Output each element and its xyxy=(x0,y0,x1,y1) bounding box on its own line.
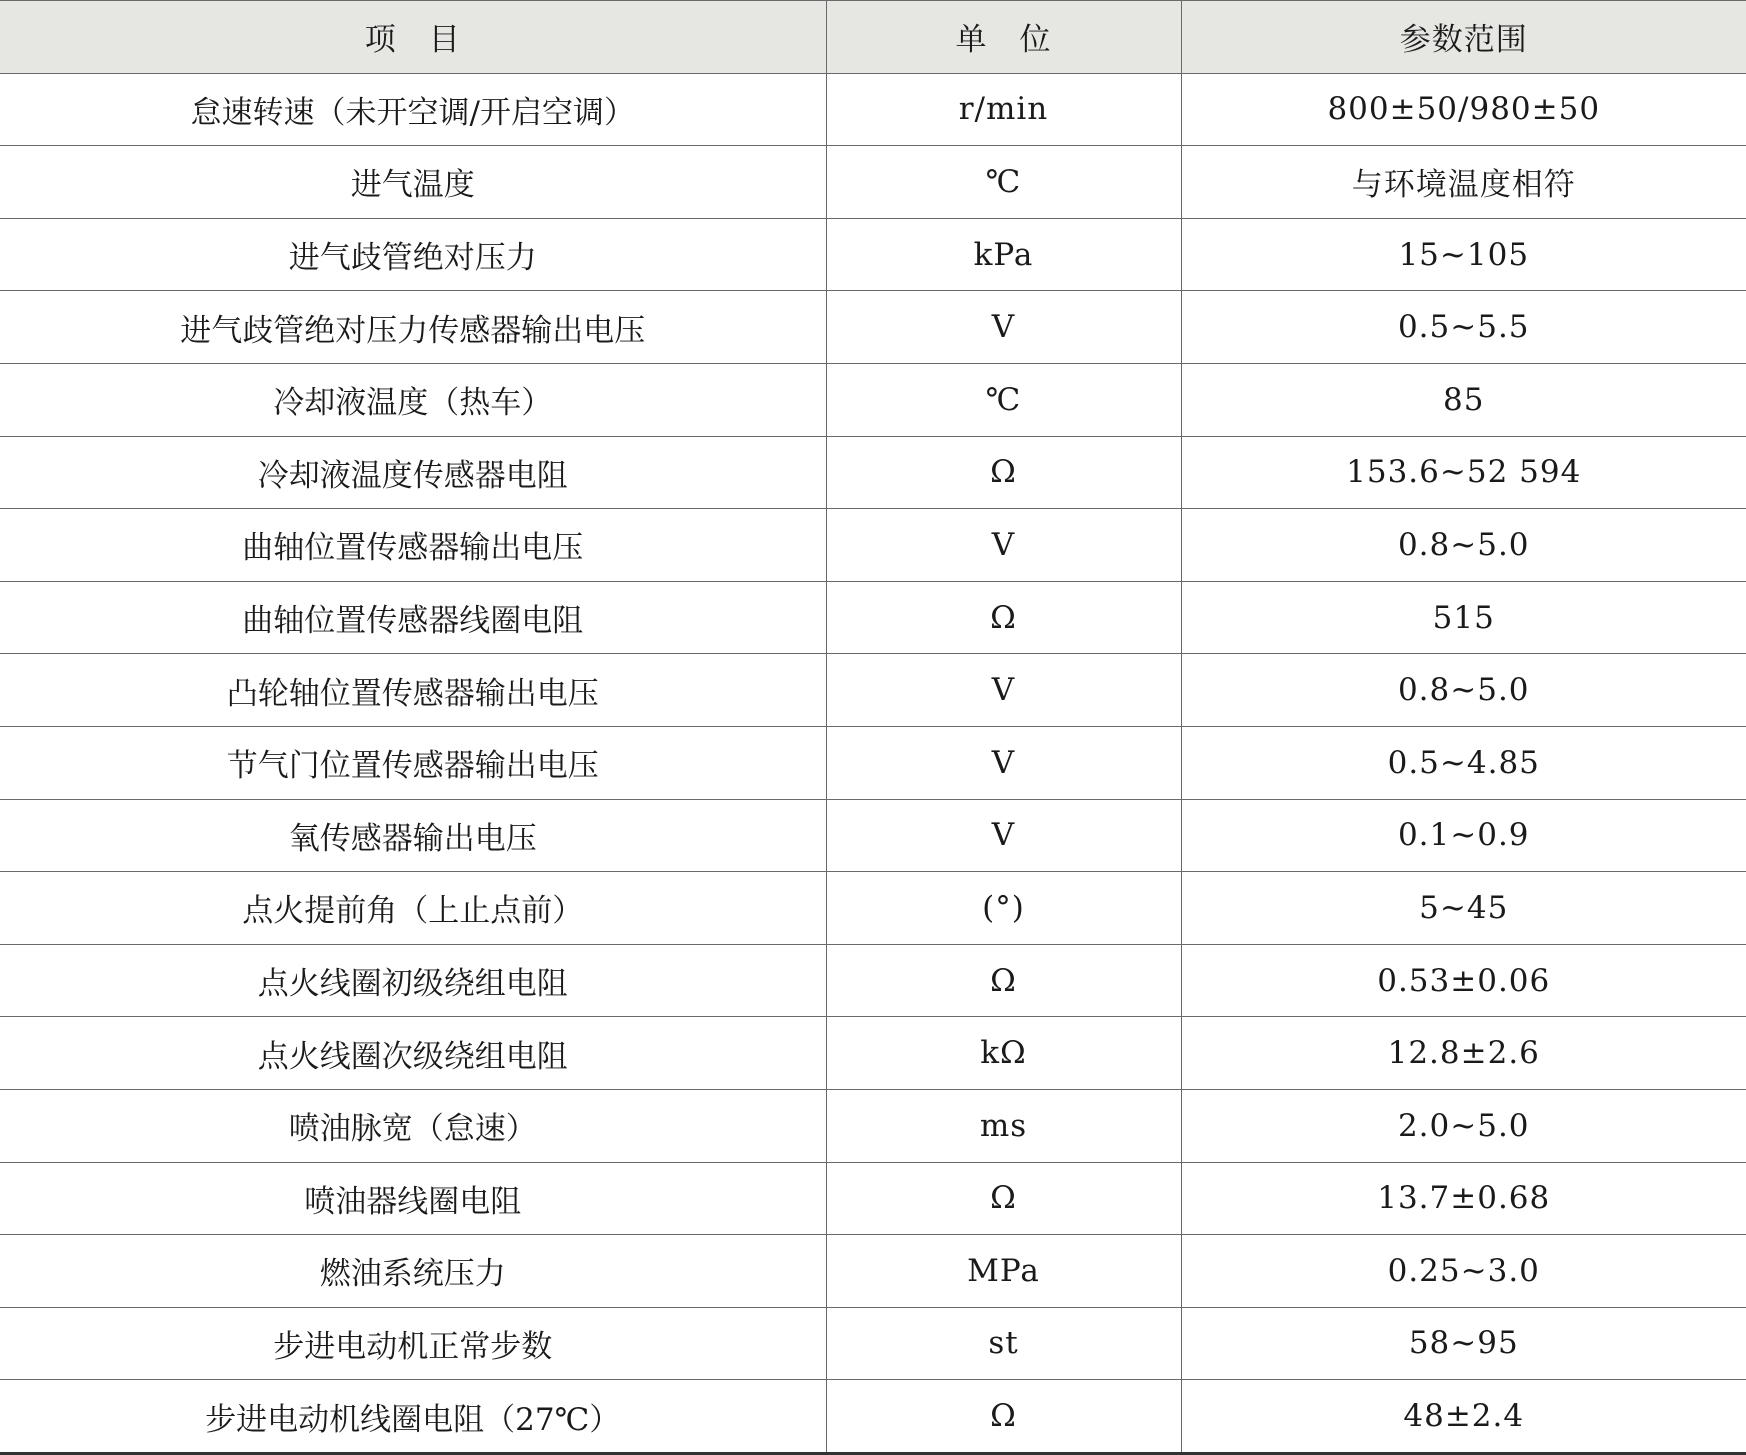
range-cell: 15~105 xyxy=(1181,218,1746,291)
item-cell: 曲轴位置传感器线圈电阻 xyxy=(0,581,826,654)
header-row xyxy=(0,1,1746,74)
unit-cell: kΩ xyxy=(826,1017,1181,1090)
item-cell: 凸轮轴位置传感器输出电压 xyxy=(0,654,826,727)
table-row xyxy=(0,1235,1746,1308)
table-row xyxy=(0,726,1746,799)
range-cell: 515 xyxy=(1181,581,1746,654)
unit-cell: V xyxy=(826,726,1181,799)
range-cell: 13.7±0.68 xyxy=(1181,1162,1746,1235)
table-row xyxy=(0,218,1746,291)
unit-cell: V xyxy=(826,799,1181,872)
unit-cell: MPa xyxy=(826,1235,1181,1308)
item-cell: 进气歧管绝对压力传感器输出电压 xyxy=(0,291,826,364)
range-cell: 85 xyxy=(1181,363,1746,436)
table-header xyxy=(0,1,1746,74)
item-cell: 氧传感器输出电压 xyxy=(0,799,826,872)
table-row xyxy=(0,436,1746,509)
item-cell: 步进电动机线圈电阻（27℃） xyxy=(0,1380,826,1454)
item-cell: 进气温度 xyxy=(0,146,826,219)
table-row xyxy=(0,1380,1746,1454)
range-cell: 0.5~4.85 xyxy=(1181,726,1746,799)
item-cell: 点火提前角（上止点前） xyxy=(0,872,826,945)
item-cell: 节气门位置传感器输出电压 xyxy=(0,726,826,799)
range-cell: 153.6~52 594 xyxy=(1181,436,1746,509)
table-row xyxy=(0,291,1746,364)
table-row xyxy=(0,872,1746,945)
item-cell: 冷却液温度传感器电阻 xyxy=(0,436,826,509)
unit-cell: r/min xyxy=(826,73,1181,146)
unit-cell: ℃ xyxy=(826,363,1181,436)
table-row xyxy=(0,581,1746,654)
range-cell: 0.8~5.0 xyxy=(1181,509,1746,582)
table-row xyxy=(0,73,1746,146)
item-cell: 喷油脉宽（怠速） xyxy=(0,1089,826,1162)
unit-cell: Ω xyxy=(826,1380,1181,1454)
table-row xyxy=(0,944,1746,1017)
unit-cell: Ω xyxy=(826,944,1181,1017)
item-cell: 冷却液温度（热车） xyxy=(0,363,826,436)
unit-cell: Ω xyxy=(826,581,1181,654)
header-unit: 单 位 xyxy=(826,1,1181,74)
header-range: 参数范围 xyxy=(1181,1,1746,74)
item-cell: 步进电动机正常步数 xyxy=(0,1307,826,1380)
unit-cell: Ω xyxy=(826,1162,1181,1235)
unit-cell: ℃ xyxy=(826,146,1181,219)
range-cell: 0.8~5.0 xyxy=(1181,654,1746,727)
range-cell: 0.1~0.9 xyxy=(1181,799,1746,872)
table-row xyxy=(0,654,1746,727)
item-cell: 喷油器线圈电阻 xyxy=(0,1162,826,1235)
unit-cell: (°) xyxy=(826,872,1181,945)
header-item: 项 目 xyxy=(0,1,826,74)
item-cell: 曲轴位置传感器输出电压 xyxy=(0,509,826,582)
item-cell: 燃油系统压力 xyxy=(0,1235,826,1308)
unit-cell: st xyxy=(826,1307,1181,1380)
unit-cell: Ω xyxy=(826,436,1181,509)
table-row xyxy=(0,799,1746,872)
table-body xyxy=(0,73,1746,1453)
table-row xyxy=(0,1307,1746,1380)
range-cell: 800±50/980±50 xyxy=(1181,73,1746,146)
range-cell: 0.53±0.06 xyxy=(1181,944,1746,1017)
table-row xyxy=(0,1017,1746,1090)
item-cell: 点火线圈初级绕组电阻 xyxy=(0,944,826,1017)
unit-cell: ms xyxy=(826,1089,1181,1162)
range-cell: 0.25~3.0 xyxy=(1181,1235,1746,1308)
table-row xyxy=(0,363,1746,436)
table-row xyxy=(0,146,1746,219)
range-cell: 58~95 xyxy=(1181,1307,1746,1380)
range-cell: 0.5~5.5 xyxy=(1181,291,1746,364)
unit-cell: V xyxy=(826,509,1181,582)
item-cell: 点火线圈次级绕组电阻 xyxy=(0,1017,826,1090)
table-row xyxy=(0,1162,1746,1235)
range-cell: 与环境温度相符 xyxy=(1181,146,1746,219)
unit-cell: V xyxy=(826,291,1181,364)
table-row xyxy=(0,1089,1746,1162)
unit-cell: V xyxy=(826,654,1181,727)
range-cell: 48±2.4 xyxy=(1181,1380,1746,1454)
range-cell: 12.8±2.6 xyxy=(1181,1017,1746,1090)
item-cell: 进气歧管绝对压力 xyxy=(0,218,826,291)
range-cell: 5~45 xyxy=(1181,872,1746,945)
unit-cell: kPa xyxy=(826,218,1181,291)
range-cell: 2.0~5.0 xyxy=(1181,1089,1746,1162)
item-cell: 怠速转速（未开空调/开启空调） xyxy=(0,73,826,146)
table-row xyxy=(0,509,1746,582)
